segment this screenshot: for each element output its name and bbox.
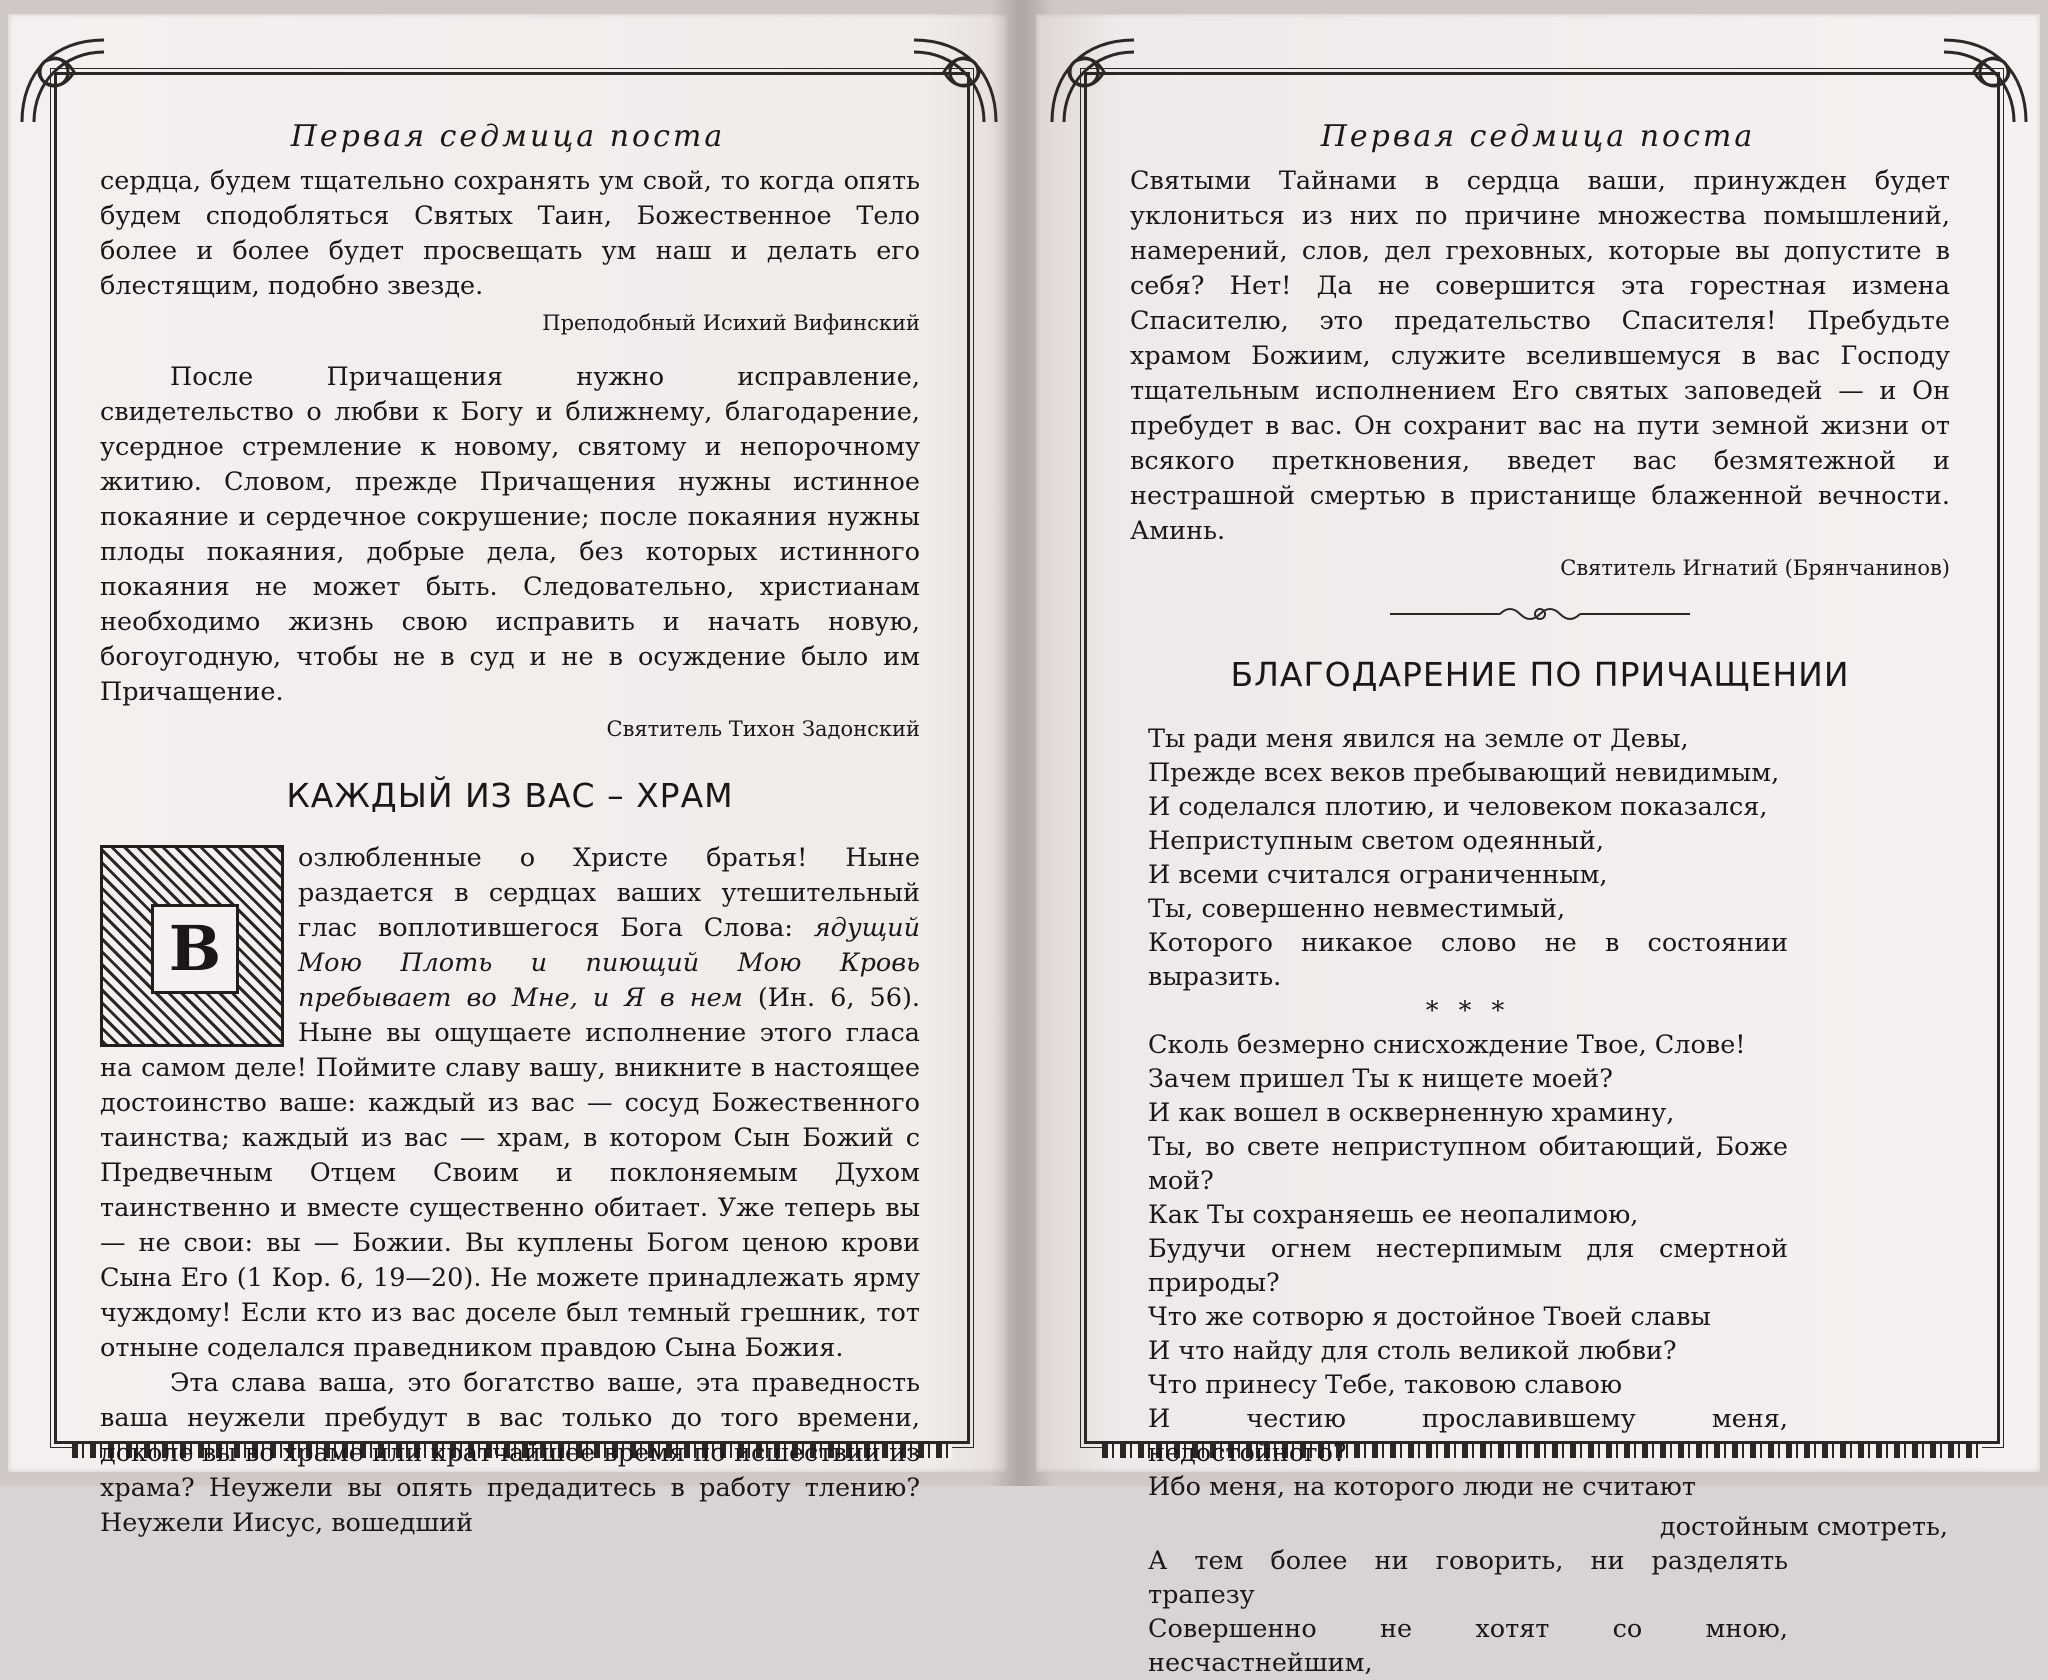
poem-line: Зачем пришел Ты к нищете моей? <box>1148 1064 1613 1094</box>
poem <box>1130 722 1948 1680</box>
paragraph-text: озлюбленные о Христе братья! Ныне раздается в сердцах ваших утешительный глас воплотившегося Бога Слова: <box>298 843 920 943</box>
stanza-separator: * * * <box>1425 996 1511 1026</box>
running-header: Первая седмица поста <box>1320 119 1756 154</box>
paragraph-text: (Ин. 6, 56). Ныне вы ощущаете исполнение этого гласа на самом деле! Поймите славу вашу, вникните в настоящее достоинство ваше: каждый из вас — сосуд Божественного таинства; каждый из вас — храм, в котором Сын Божий с Предвечным Отцем Своим и поклоняемым Духом таинственно и вместе существенно обитает. Уже теперь вы — не свои: вы — Божии. Вы куплены Богом ценою крови Сына Его (1 Кор. 6, 19—20). Не можете принадлежать ярму чуждому! Если кто из вас доселе был темный грешник, тот отныне соделался праведником правдою Сына Божия. <box>100 983 920 1363</box>
divider-ornament-icon <box>1390 601 1690 627</box>
poem-line: Неприступным светом одеянный, <box>1148 826 1605 856</box>
poem-line: Как Ты сохраняешь ее неопалимою, <box>1148 1200 1639 1230</box>
top-left-ornament-icon <box>1044 32 1140 128</box>
top-right-ornament-icon <box>1938 32 2034 128</box>
dropcap-letter: В <box>151 904 239 994</box>
dropcap-ornament <box>100 845 284 1047</box>
right-page <box>1036 14 2040 1678</box>
poem-line: И честию прославившему меня, недостойного? <box>1148 1404 1788 1468</box>
section-heading: КАЖДЫЙ ИЗ ВАС – ХРАМ <box>286 776 734 815</box>
poem-line: И как вошел в оскверненную храмину, <box>1148 1098 1675 1128</box>
right-page-body <box>1130 164 1950 1680</box>
poem-line: Прежде всех веков пребывающий невидимым, <box>1148 758 1780 788</box>
paragraph: Святыми Тайнами в сердца ваши, принужден будет уклониться из них по причине множества помышлений, намерений, слов, дел греховных, которые вы допустите в себя? Нет! Да не совершится эта горестная измена Спасителю, это предательство Спасителя! Пребудьте храмом Божиим, служите вселившемуся в вас Господу тщательным исполнением Его святых заповедей — и Он пребудет в вас. Он сохранит вас на пути земной жизни от всякого преткновения, введет вас безмятежной и нестрашной смертью в пристанище блаженной вечности. Аминь. <box>1130 166 1950 546</box>
poem-line: Что принесу Тебе, таковою славою <box>1148 1370 1623 1400</box>
top-left-ornament-icon <box>14 32 110 128</box>
attribution: Преподобный Исихий Вифинский <box>542 311 920 335</box>
left-page <box>8 14 1008 1538</box>
section-heading: БЛАГОДАРЕНИЕ ПО ПРИЧАЩЕНИИ <box>1230 655 1850 694</box>
poem-line: Ты ради меня явился на земле от Девы, <box>1148 724 1689 754</box>
poem-line: И что найду для столь великой любви? <box>1148 1336 1677 1366</box>
attribution: Святитель Игнатий (Брянчанинов) <box>1560 556 1950 580</box>
paragraph: сердца, будем тщательно сохранять ум свой, то когда опять будем сподобляться Святых Таин, Божественное Тело более и более будет просвещать ум наш и делать его блестящим, подобно звезде. <box>100 166 920 301</box>
poem-line: Сколь безмерно снисхождение Твое, Слове! <box>1148 1030 1746 1060</box>
poem-line: И соделался плотию, и человеком показался, <box>1148 792 1768 822</box>
poem-line: Будучи огнем нестерпимым для смертной природы? <box>1148 1234 1788 1298</box>
scripture-quote: ядущий Мою Плоть и пиющий Мою Кровь пребывает во Мне, и Я в нем <box>298 913 920 1013</box>
poem-line: И всеми считался ограниченным, <box>1148 860 1608 890</box>
poem-line: Которого никакое слово не в состоянии выразить. <box>1148 928 1788 992</box>
paragraph: После Причащения нужно исправление, свидетельство о любви к Богу и ближнему, благодарение, усердное стремление к новому, святому и непорочному житию. Словом, прежде Причащения нужны истинное покаяние и сердечное сокрушение; после покаяния нужны плоды покаяния, добрые дела, без которых истинного покаяния не может быть. Следовательно, христианам необходимо жизнь свою исправить и начать новую, богоугодную, чтобы не в суд и не в осуждение было им Причащение. <box>100 362 920 707</box>
ornament-divider <box>1130 601 1950 637</box>
poem-line: Совершенно не хотят со мною, несчастнейшим, <box>1148 1614 1788 1678</box>
poem-line: Ты, во свете неприступном обитающий, Боже мой? <box>1148 1132 1788 1196</box>
poem-line: Ты, совершенно невместимый, <box>1148 894 1566 924</box>
paragraph: Эта слава ваша, это богатство ваше, эта праведность ваша неужели пребудут в вас только до того времени, доколе вы во храме или кратчайшее время по исшествии из храма? Неужели вы опять предадитесь в работу тлению? Неужели Иисус, вошедший <box>100 1368 920 1538</box>
running-header: Первая седмица поста <box>290 119 726 154</box>
poem-line: Что же сотворю я достойное Твоей славы <box>1148 1302 1711 1332</box>
poem-line: Ибо меня, на которого люди не считают <box>1148 1472 1696 1502</box>
poem-line: достойным смотреть, <box>1659 1512 1948 1542</box>
left-page-body <box>100 164 920 1541</box>
poem-line: А тем более ни говорить, ни разделять трапезу <box>1148 1546 1788 1610</box>
attribution: Святитель Тихон Задонский <box>606 717 920 741</box>
